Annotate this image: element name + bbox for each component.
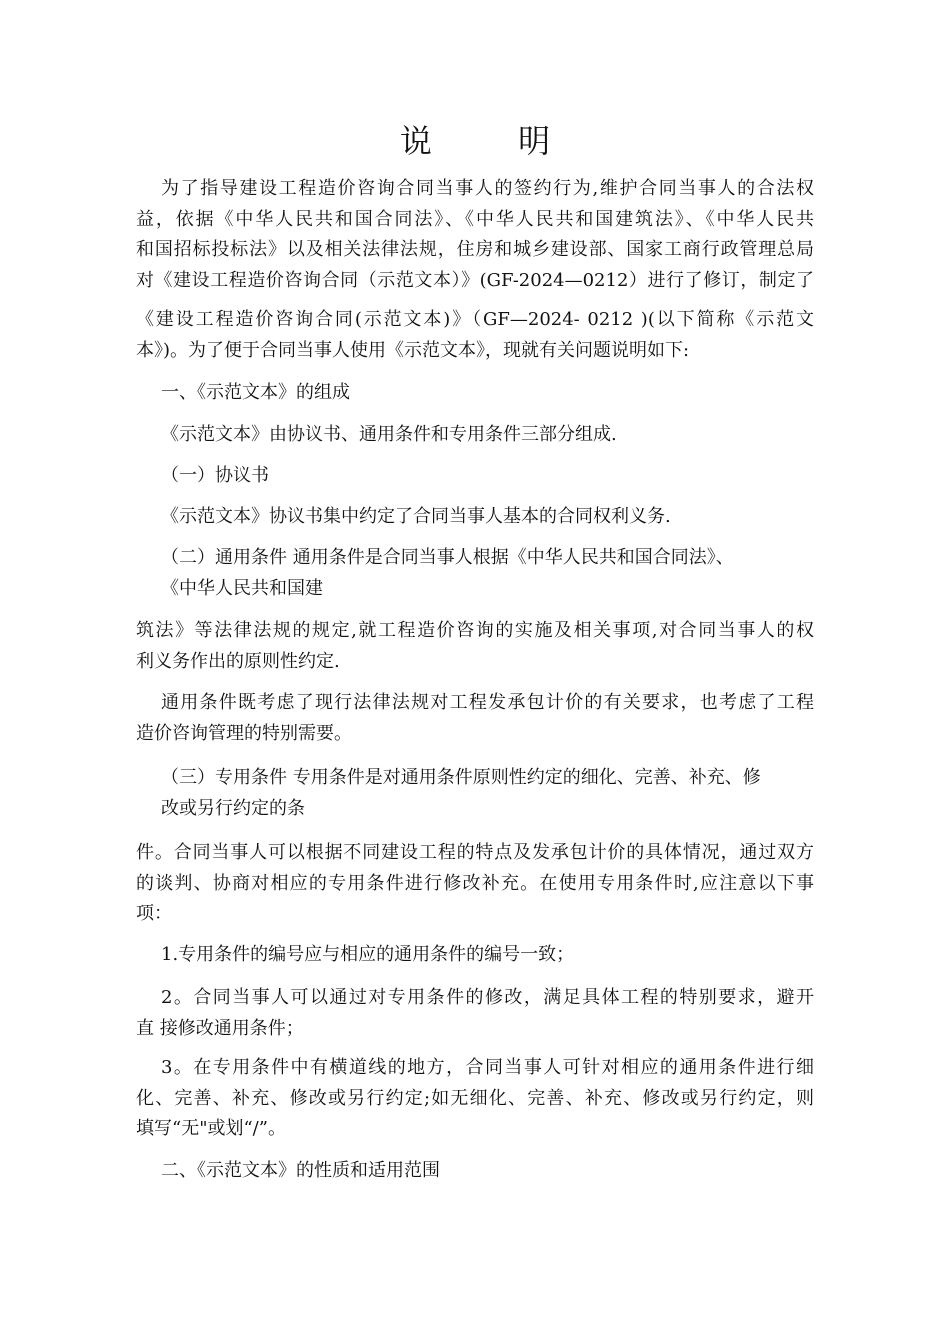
text-line: 利义务作出的原则性约定.: [136, 650, 340, 672]
text-line: 通用条件既考虑了现行法律法规对工程发承包计价的有关要求，也考虑了工程: [161, 692, 814, 713]
paragraph: [136, 502, 814, 533]
text-line: 1.专用条件的编号应与相应的通用条件的编号一致；: [161, 944, 575, 965]
text-line: 和国招标投标法》以及相关法律法规，住房和城乡建设部、国家工商行政管理总局: [136, 239, 814, 260]
text-line: 益，依据《中华人民共和国合同法》、《中华人民共和国建筑法》、《中华人民共: [136, 208, 814, 230]
section-heading-1: [136, 378, 814, 409]
list-item-3: [136, 1053, 814, 1145]
text-line: 化、完善、补充、修改或另行约定;如无细化、完善、补充、修改或另行约定，则: [136, 1087, 814, 1109]
text-line: 二、《示范文本》的性质和适用范围: [161, 1160, 440, 1181]
text-line: 筑法》等法律法规的规定,就工程造价咨询的实施及相关事项,对合同当事人的权: [136, 620, 814, 641]
paragraph: [136, 838, 814, 930]
paragraph: [136, 420, 814, 451]
text-line: 项：: [136, 903, 172, 924]
subsection-heading-special-conditions: [136, 763, 814, 824]
section-heading-2: [136, 1156, 814, 1187]
text-line: 填写“无"或划“/”。: [136, 1118, 286, 1139]
list-item-1: [136, 940, 814, 971]
text-line: （一）协议书: [161, 465, 269, 486]
text-line: 直 接修改通用条件；: [136, 1017, 304, 1039]
text-line: 2。合同当事人可以通过对专用条件的修改，满足具体工程的特别要求，避开: [161, 987, 814, 1008]
text-line: 改或另行约定的条: [161, 797, 305, 819]
subsection-heading-agreement: [136, 461, 814, 492]
text-line: （三）专用条件 专用条件是对通用条件原则性约定的细化、完善、补充、修: [161, 767, 761, 788]
text-line: 的谈判、协商对相应的专用条件进行修改补充。在使用专用条件时,应注意以下事: [136, 872, 814, 894]
subsection-heading-general-conditions: [136, 543, 814, 604]
text-line: 一、《示范文本》的组成: [161, 382, 350, 403]
text-line: 《示范文本》由协议书、通用条件和专用条件三部分组成.: [161, 424, 617, 445]
text-line: 《示范文本》协议书集中约定了合同当事人基本的合同权利义务.: [161, 506, 671, 527]
intro-paragraph-continued: [136, 305, 814, 366]
page-title: 说 明: [399, 122, 589, 160]
text-line: 《中华人民共和国建: [161, 577, 323, 599]
text-line: 为了指导建设工程造价咨询合同当事人的签约行为,维护合同当事人的合法权: [161, 178, 814, 199]
text-line: 《建设工程造价咨询合同(示范文本)》（GF—2024- 0212 )(以下简称《示范文: [136, 309, 814, 330]
text-line: 本》)。为了便于合同当事人使用《示范文本》，现就有关问题说明如下:: [136, 339, 690, 361]
text-line: 造价咨询管理的特别需要。: [136, 722, 352, 744]
text-line: 3。在专用条件中有横道线的地方，合同当事人可针对相应的通用条件进行细: [161, 1057, 814, 1078]
list-item-2: [136, 983, 814, 1044]
text-line: （二）通用条件 通用条件是合同当事人根据《中华人民共和国合同法》、: [161, 547, 734, 568]
intro-paragraph: [136, 174, 814, 296]
paragraph: [136, 616, 814, 677]
text-line: 对《建设工程造价咨询合同（示范文本）》(GF-2024—0212）进行了修订，制定了: [136, 269, 814, 291]
text-line: 件。合同当事人可以根据不同建设工程的特点及发承包计价的具体情况，通过双方: [136, 842, 814, 863]
paragraph: [136, 688, 814, 749]
